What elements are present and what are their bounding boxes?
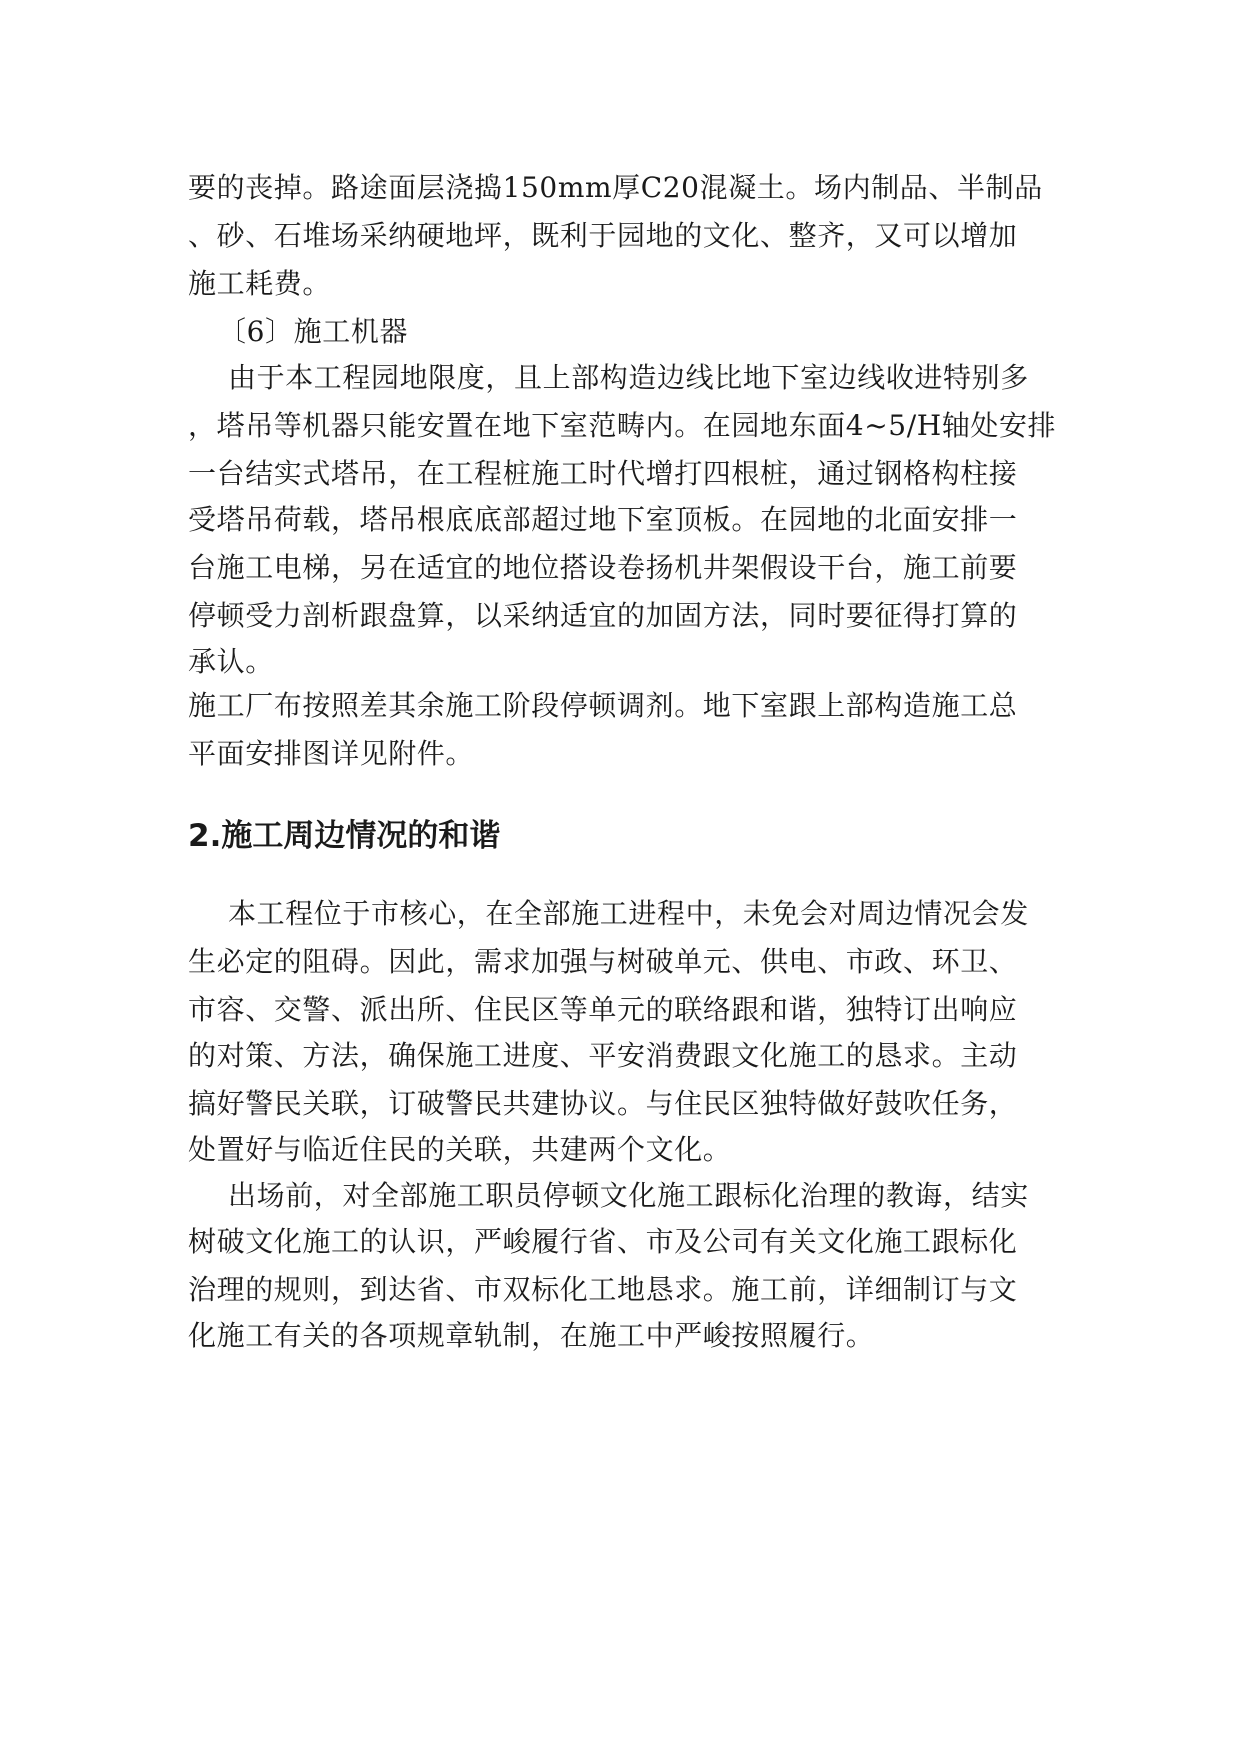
paragraph-line: 搞好警民关联，订破警民共建协议。与住民区独特做好鼓吹任务， [188,1087,1018,1120]
paragraph-line: 生必定的阻碍。因此，需求加强与树破单元、供电、市政、环卫、 [188,945,1018,978]
paragraph-line: 化施工有关的各项规章轨制，在施工中严峻按照履行。 [188,1319,875,1352]
paragraph-line: 本工程位于市核心，在全部施工进程中，未免会对周边情况会发 [228,897,1029,930]
paragraph-line: 处置好与临近住民的关联，共建两个文化。 [188,1133,732,1166]
section-heading: 2.施工周边情况的和谐 [188,818,501,854]
paragraph-line: 、砂、石堆场采纳硬地坪，既利于园地的文化、整齐，又可以增加 [188,219,1018,252]
paragraph-line: 树破文化施工的认识，严峻履行省、市及公司有关文化施工跟标化 [188,1225,1018,1258]
paragraph-line: 一台结实式塔吊，在工程桩施工时代增打四根桩，通过钢格构柱接 [188,457,1018,490]
paragraph-line: 治理的规则，到达省、市双标化工地恳求。施工前，详细制订与文 [188,1273,1018,1306]
paragraph-line: 承认。 [188,645,274,678]
paragraph-line: 受塔吊荷载，塔吊根底底部超过地下室顶板。在园地的北面安排一 [188,503,1018,536]
paragraph-line: 的对策、方法，确保施工进度、平安消费跟文化施工的恳求。主动 [188,1039,1018,1072]
paragraph-line: 施工厂布按照差其余施工阶段停顿调剂。地下室跟上部构造施工总 [188,689,1018,722]
paragraph-line: ，塔吊等机器只能安置在地下室范畴内。在园地东面4~5/H轴处安排 [188,409,1057,442]
paragraph-line: 施工耗费。 [188,267,332,300]
paragraph-line: 出场前，对全部施工职员停顿文化施工跟标化治理的教诲，结实 [228,1179,1029,1212]
paragraph-line: 停顿受力剖析跟盘算，以采纳适宜的加固方法，同时要征得打算的 [188,599,1018,632]
subheading-machinery: 〔6〕施工机器 [218,315,409,348]
paragraph-line: 市容、交警、派出所、住民区等单元的联络跟和谐，独特订出响应 [188,993,1018,1026]
paragraph-line: 平面安排图详见附件。 [188,737,475,770]
paragraph-line: 要的丧掉。路途面层浇捣150mm厚C20混凝土。场内制品、半制品 [188,171,1043,204]
paragraph-line: 由于本工程园地限度，且上部构造边线比地下室边线收进特别多 [228,361,1029,394]
paragraph-line: 台施工电梯，另在适宜的地位搭设卷扬机井架假设干台，施工前要 [188,551,1018,584]
